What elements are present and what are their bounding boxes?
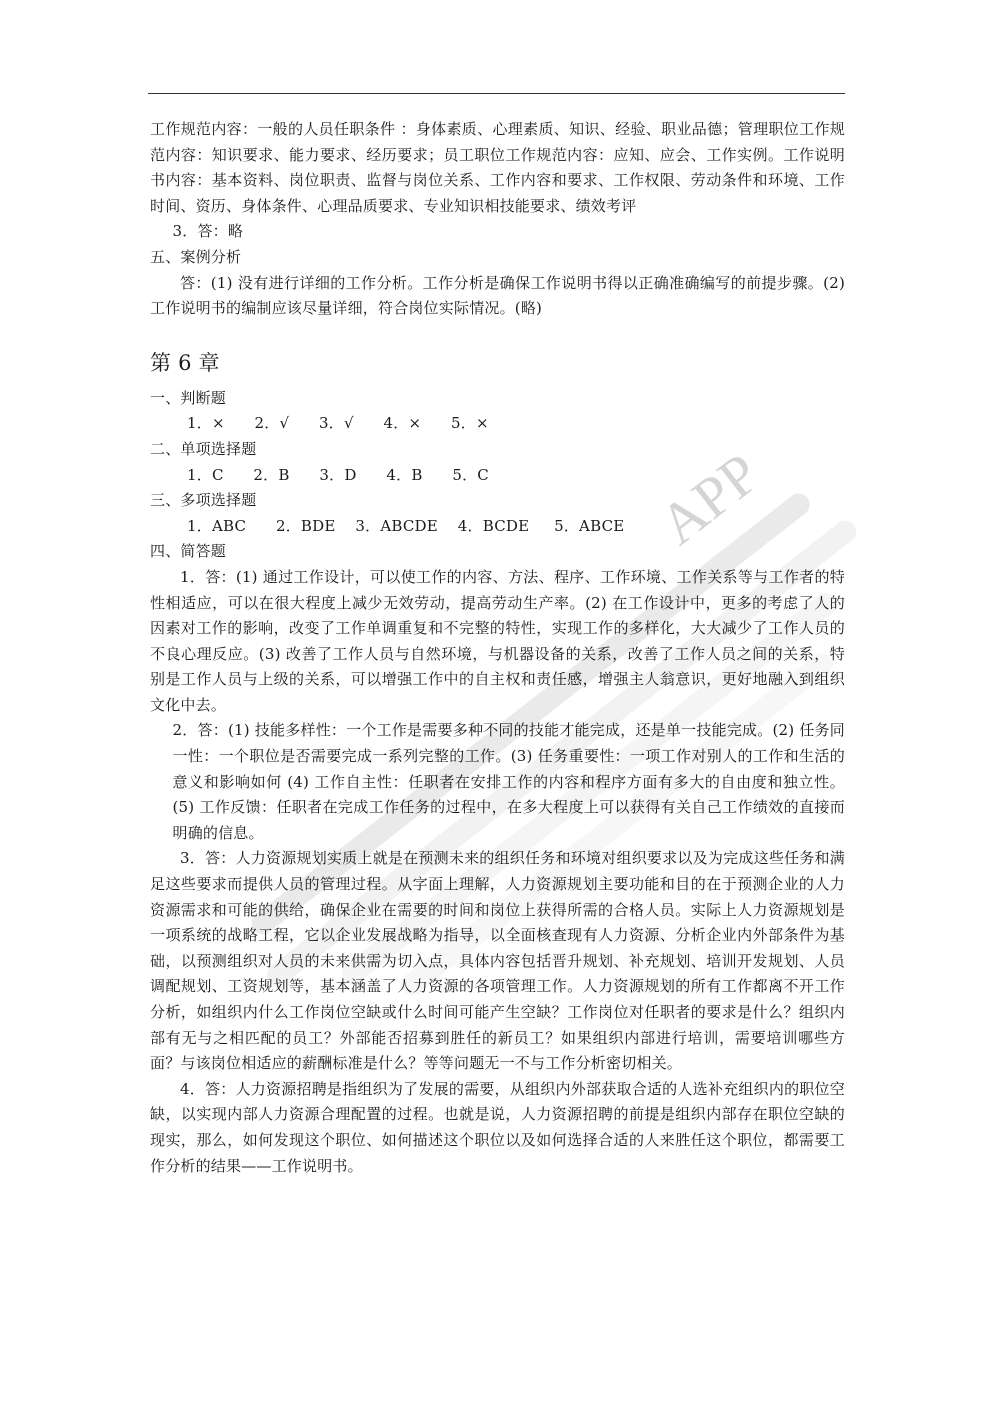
- chapter-title: 第 6 章: [150, 350, 220, 375]
- multi-choice-heading: 三、多项选择题: [150, 491, 257, 510]
- short-answer-4: 4．答：人力资源招聘是指组织为了发展的需要，从组织内外部获取合适的人选补充组织内的职位空缺，以实现内部人力资源合理配置的过程。也就是说，人力资源招聘的前提是组织内部存在职位空缺的现实，那么，如何发现这个职位、如何描述这个职位以及如何选择合适的人来胜任这个职位，都需要工作分析的结果——工作说明书。: [150, 1079, 845, 1175]
- answer-q3: 3．答：略: [172, 222, 244, 241]
- short-answer-2: 2．答：(1) 技能多样性：一个工作是需要多种不同的技能才能完成，还是单一技能完成。(2) 任务同一性：一个职位是否需要完成一系列完整的工作。(3) 任务重要性：一项工作对别人的工作和生活的意义和影响如何 (4) 工作自主性：任职者在安排工作的内容和程序方面有多大的自由度和独立性。(5) 工作反馈：任职者在完成工作任务的过程中，在多大程度上可以获得有关自己工作绩效的直接而明确的信息。: [172, 721, 845, 842]
- short-answer-1: 1．答：(1) 通过工作设计，可以使工作的内容、方法、程序、工作环境、工作关系等与工作者的特性相适应，可以在很大程度上减少无效劳动，提高劳动生产率。(2) 在工作设计中，更多的考虑了人的因素对工作的影响，改变了工作单调重复和不完整的特性，实现工作的多样化，大大减少了工作人员的不良心理反应。(3) 改善了工作人员与自然环境，与机器设备的关系，改善了工作人员之间的关系，特别是工作人员与上级的关系，可以增强工作中的自主权和责任感，增强主人翁意识，更好地融入到组织文化中去。: [150, 567, 845, 714]
- multi-choice-answers: 1．ABC 2．BDE 3．ABCDE 4．BCDE 5．ABCE: [187, 516, 625, 535]
- case-answer: 答：(1) 没有进行详细的工作分析。工作分析是确保工作说明书得以正确准确编写的前提步骤。(2) 工作说明书的编制应该尽量详细，符合岗位实际情况。(略): [150, 273, 845, 318]
- header-rule: [148, 93, 845, 94]
- watermark-text: APP: [647, 440, 772, 558]
- single-choice-answers: 1．C 2．B 3．D 4．B 5．C: [187, 465, 489, 484]
- document-page: [150, 117, 845, 1179]
- case-heading: 五、案例分析: [150, 247, 242, 266]
- spec-paragraph: 工作规范内容：一般的人员任职条件 ：身体素质、心理素质、知识、经验、职业品德；管理职位工作规范内容：知识要求、能力要求、经历要求；员工职位工作规范内容：应知、应会、工作实例。工作说明书内容：基本资料、岗位职责、监督与岗位关系、工作内容和要求、工作权限、劳动条件和环境、工作时间、资历、身体条件、心理品质要求、专业知识相技能要求、绩效考评: [150, 120, 845, 215]
- judge-answers: 1．× 2．√ 3．√ 4．× 5．×: [187, 414, 489, 433]
- short-answer-3: 3．答：人力资源规划实质上就是在预测未来的组织任务和环境对组织要求以及为完成这些任务和满足这些要求而提供人员的管理过程。从字面上理解，人力资源规划主要功能和目的在于预测企业的人力资源需求和可能的供给，确保企业在需要的时间和岗位上获得所需的合格人员。实际上人力资源规划是一项系统的战略工程，它以企业发展战略为指导，以全面核查现有人力资源、分析企业内外部条件为基础，以预测组织对人员的未来供需为切入点，具体内容包括晋升规划、补充规划、培训开发规划、人员调配规划、工资规划等，基本涵盖了人力资源的各项管理工作。人力资源规划的所有工作都离不开工作分析，如组织内什么工作岗位空缺或什么时间可能产生空缺？工作岗位对任职者的要求是什么？组织内部有无与之相匹配的员工？外部能否招募到胜任的新员工？如果组织内部进行培训，需要培训哪些方面？与该岗位相适应的薪酬标准是什么？等等问题无一不与工作分析密切相关。: [150, 849, 845, 1073]
- single-choice-heading: 二、单项选择题: [150, 439, 257, 458]
- short-answer-heading: 四、简答题: [150, 542, 227, 561]
- judge-heading: 一、判断题: [150, 388, 227, 407]
